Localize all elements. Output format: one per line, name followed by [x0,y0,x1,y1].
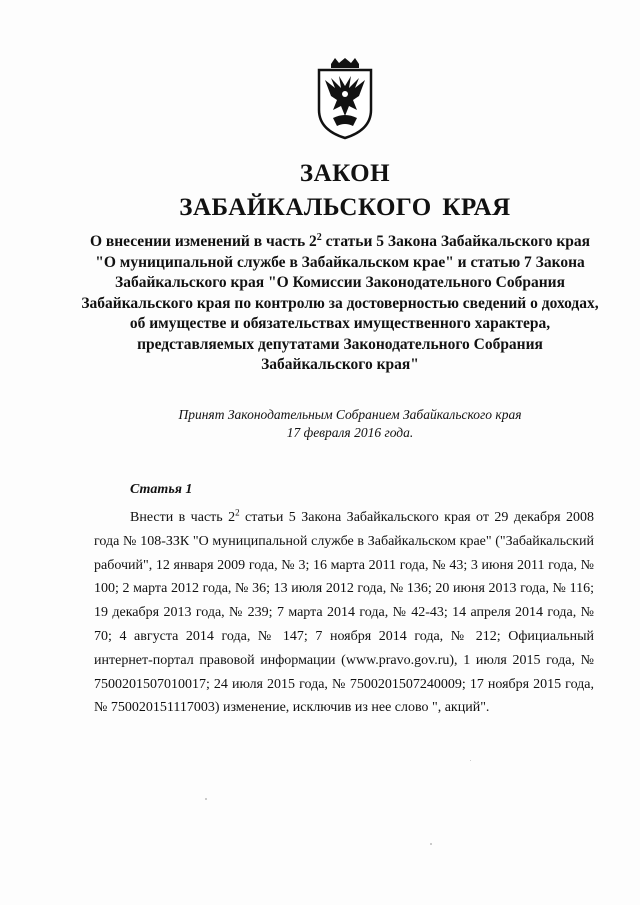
subtitle-text-part1: О внесении изменений в часть 2 [89,233,317,250]
article-1-body [94,506,594,720]
adoption-line-2: 17 февраля 2016 года. [286,425,414,440]
scan-speck [430,843,432,845]
subtitle-text-part2: статьи 5 Закона Забайкальского края "О муниципальной службе в Забайкальском крае" и статью 7 Закона Забайкальского края "О Комиссии Законодательного Собрания Забайкальского края по контролю за достоверностью сведений о доходах, об имуществе и обязательствах имущественного характера, представляемых депутатами Законодательного Собрания Забайкальского края" [81,233,599,373]
law-subtitle [80,232,600,376]
document-title: ЗАКОН [299,160,391,187]
adoption-line-1: Принят Законодательным Собранием Забайкальского края [178,407,522,422]
coat-of-arms-icon [313,58,377,140]
adoption-note [130,406,570,442]
article-1-text-part1: Внести в часть 2 [130,510,236,525]
scan-speck [205,798,207,800]
document-region: ЗАБАЙКАЛЬСКОГО КРАЯ [179,194,511,221]
article-1-superscript: 2 [235,507,240,518]
article-1-heading: Статья 1 [130,482,193,497]
scan-speck [470,760,471,761]
article-1-text-part2: статьи 5 Закона Забайкальского края от 29 декабря 2008 года № 108-ЗЗК "О муниципальной службе в Забайкальском крае" ("Забайкальский рабочий", 12 января 2009 года, № 3; 16 марта 2011 года, № 43; 3 июня 2011 года, № 100; 2 марта 2012 года, № 36; 13 июля 2012 года, № 136; 20 июня 2013 года, № 116; 19 декабря 2013 года, № 239; 7 марта 2014 года, № 42-43; 14 апреля 2014 года, № 70; 4 августа 2014 года, № 147; 7 ноября 2014 года, № 212; Официальный интернет-портал правовой информации (www.pravo.gov.ru), 1 июля 2015 года, № 7500201507010017; 24 июля 2015 года, № 7500201507240009; 17 ноября 2015 года, № 750020151117003) изменение, исключив из нее слово ", акций". [94,510,594,716]
subtitle-superscript: 2 [316,231,322,243]
